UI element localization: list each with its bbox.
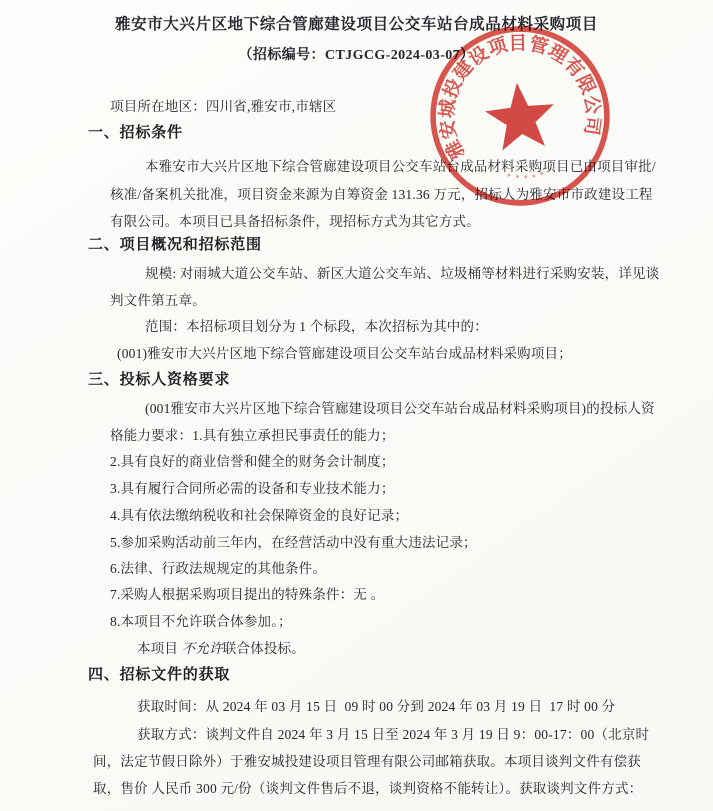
requirement-item: 8.本项目不允许联合体参加。； bbox=[110, 614, 292, 629]
obtain-method-line: 获取方式：谈判文件自 2024 年 3 月 15 日至 2024 年 3 月 19 日 9：00-17：00（北京时 bbox=[137, 727, 650, 742]
obtain-method-line: 间，法定节假日除外）于雅安城投建设项目管理有限公司邮箱获取。本项目谈判文件有偿获 bbox=[93, 754, 641, 769]
scale-line: 判文件第五章。 bbox=[110, 293, 206, 308]
joint-note-emphasis: 不允许 bbox=[181, 641, 223, 656]
section1-heading: 一、招标条件 bbox=[88, 124, 183, 141]
qualification-intro-line: (001雅安市大兴片区地下综合管廊建设项目公交车站台成品材料采购项目)的投标人资 bbox=[145, 401, 655, 416]
scope-line: 范围：本招标项目划分为 1 个标段，本次招标为其中的： bbox=[145, 319, 488, 334]
section1-line: 本雅安市大兴片区地下综合管廊建设项目公交车站台成品材料采购项目已由项目审批/ bbox=[145, 159, 656, 174]
requirement-item: 4.具有依法缴纳税收和社会保障资金的良好记录； bbox=[110, 508, 409, 523]
tender-number: （招标编号：CTJGCG-2024-03-07） bbox=[238, 48, 475, 63]
section3-heading: 三、投标人资格要求 bbox=[88, 371, 231, 388]
obtain-time-line: 获取时间：从 2024 年 03 月 15 日 09 时 00 分到 2024 年 03 月 19 日 17 时 00 分 bbox=[137, 699, 616, 714]
section4-heading: 四、招标文件的获取 bbox=[88, 666, 231, 683]
stamp-star-icon bbox=[482, 79, 558, 152]
requirement-item: 3.具有履行合同所必需的设备和专业技术能力； bbox=[110, 481, 395, 496]
qualification-intro-line: 格能力要求：1.具有独立承担民事责任的能力； bbox=[110, 428, 395, 443]
requirement-item: 5.参加采购活动前三年内，在经营活动中没有重大违法记录； bbox=[110, 535, 477, 550]
project-location-line: 项目所在地区：四川省,雅安市,市辖区 bbox=[110, 99, 337, 114]
stamp-company-text bbox=[420, 16, 610, 170]
lot-line: (001)雅安市大兴片区地下综合管廊建设项目公交车站台成品材料采购项目； bbox=[117, 346, 572, 361]
section2-heading: 二、项目概况和招标范围 bbox=[88, 236, 262, 253]
requirement-item: 6.法律、行政法规规定的其他条件。 bbox=[110, 561, 327, 576]
joint-note-prefix: 本项目 bbox=[137, 641, 182, 656]
section1-line: 核准/备案机关批准，项目资金来源为自筹资金 131.36 万元，招标人为雅安市市政建设工程 bbox=[110, 187, 653, 202]
section1-line: 有限公司。本项目已具备招标条件，现招标方式为其它方式。 bbox=[110, 214, 480, 229]
obtain-method-line: 取，售价 人民币 300 元/份（谈判文件售后不退，谈判资格不能转让）。获取谈判文件方式： bbox=[93, 781, 643, 796]
requirement-item: 7.采购人根据采购项目提出的特殊条件：无 。 bbox=[110, 587, 385, 602]
document-title: 雅安市大兴片区地下综合管廊建设项目公交车站台成品材料采购项目 bbox=[114, 16, 598, 33]
joint-note-suffix: 联合体投标。 bbox=[222, 641, 305, 656]
stamp-company-textpath: 雅安城投建设项目管理有限公司 bbox=[435, 32, 605, 163]
scale-line: 规模: 对雨城大道公交车站、新区大道公交车站、垃圾桶等材料进行采购安装，详见谈 bbox=[145, 266, 660, 281]
requirement-item: 2.具有良好的商业信誉和健全的财务会计制度； bbox=[110, 454, 395, 469]
joint-bid-note bbox=[137, 639, 305, 659]
